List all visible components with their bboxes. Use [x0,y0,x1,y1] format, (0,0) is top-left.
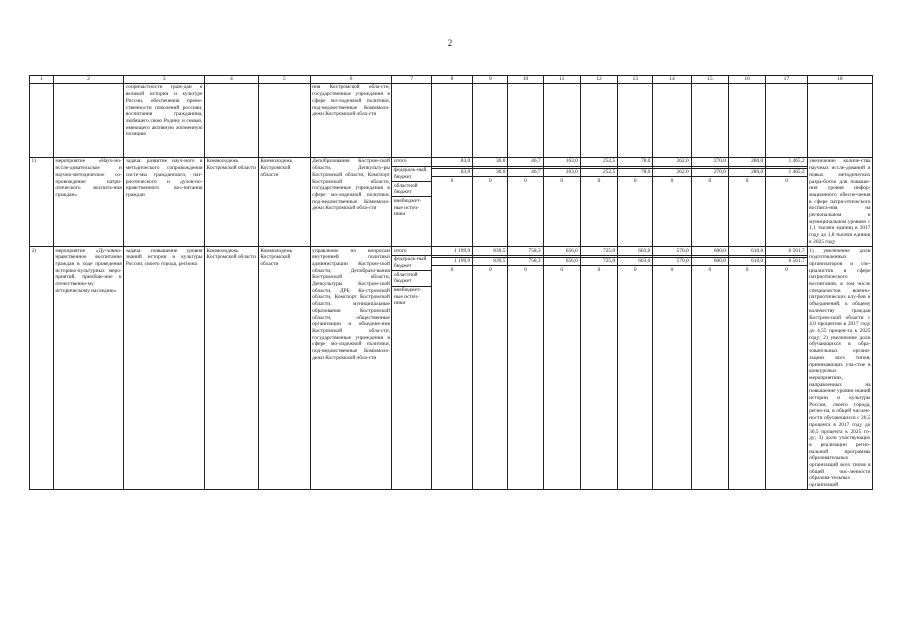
column-header-11: 11 [543,76,580,84]
funding-value: 163,0 [544,158,580,167]
funding-value: 78,0 [618,169,652,178]
column-header-13: 13 [618,76,653,84]
continuation-executors-cell: ния Костромской обла-сти, государственные учреждения в сфере мо-лодежной политики, под-ведомственные Комммоло-дежи Костромской обла-сти [310,83,392,157]
activity-task: задача: развитие науч-ного и методического сопровождения систе-мы гражданского, пат-риотического и духов-но-нравственного вос-питания граждан [124,157,205,246]
funding-value: 1 199,9 [432,247,472,256]
funding-year-column [653,247,691,490]
program-activities-table [29,75,873,490]
funding-value: 83,0 [432,169,472,178]
funding-value: 758,3 [508,258,542,267]
activity-task: задача: повышение уровня знаний истории и культуры России, своего города, региона [124,247,205,490]
funding-value: 6 561,7 [766,258,806,267]
funding-value: 0 [745,266,749,273]
coordinator: Коммолодежь Костромской области [258,247,310,490]
funding-year-column [691,157,728,246]
column-header-6: 6 [310,76,392,84]
funding-year-column [618,247,653,490]
funding-value: 610,0 [729,247,765,256]
funding-value: 0 [524,177,527,184]
expected-result: 1) увеличение доли подготовленных организаторов и спе-циалистов в сфере патриотического воспитания, в том числе специалистов военно-патриотических клу-бов и объединений, к общему количеству граждан Костром-ской области с 4,0 процентов в 2017 году до 4,55 процен-та к 2025 году; 2) увеличение доли обучающихся в обра-зовательных органи-зациях всех типов, принимающих уча-стие в конкурсных мероприятиях, направленных на повышение уровня знаний истории и культуры России, своего города, регио-на, в общей числен-ности обучающихся с 26,5 процента в 2017 году до 30,5 процента к 2025 го-ду; 3) доли участвующих в реализации регио-нальной программы образовательных организаций всех типов в общей чис-ленности образова-тельных организаций [809,247,871,489]
activity-name: мероприятие «Ду-ховно-нравственное воспитание граждан в ходе проведения историко-культурных меро-приятий, приобще-ние к отечественно-му историческому наследию» [53,247,123,490]
participants: управление по вопросам внутренней политики администрации Костром-ской области, Депобразо-вания Костромской области, Депкультуры Костром-ской области, ДРБ Ко-стромской области, Комспорт Костромской области, муниципальные образования Костромской области, общественные организации и объедине-ния Костромской обла-сти, государственные учреждения в сфере мо-лодежной политики, под-ведомственные Комммоло-дежи Костромской обла-сти [310,247,392,490]
funding-value: 0 [785,266,788,273]
funding-value: 0 [450,266,454,273]
funding-source-label: внебюджет-ные источ-ники [393,287,422,307]
responsible-executor: Коммолодежь Костромской области [205,157,259,246]
funding-source-label: федераль-ный бюджет [392,256,430,271]
funding-value: 610,0 [729,258,765,267]
funding-value: 725,0 [581,247,617,256]
activity-number: 1) [30,157,54,246]
funding-year-column [728,247,765,490]
column-header-17: 17 [766,76,807,84]
funding-value: 262,0 [653,158,690,167]
funding-value: 0 [633,266,637,273]
funding-value: 570,0 [653,247,690,256]
funding-value: 280,0 [729,158,765,167]
funding-value: 758,3 [508,247,542,256]
funding-value: 839,5 [473,247,507,256]
funding-value: 656,0 [544,258,580,267]
funding-year-column [580,157,617,246]
funding-value: 0 [785,177,788,184]
funding-value: 30,0 [473,158,507,167]
page-number: 2 [447,38,453,48]
funding-value: 46,7 [508,169,542,178]
column-header-3: 3 [124,76,205,84]
column-header-9: 9 [473,76,508,84]
column-header-16: 16 [728,76,765,84]
funding-sources [392,157,431,246]
funding-value: 0 [708,266,712,273]
participants: Депобразования Костром-ской области, Депкульту-ры Костромской области, Комспорт Костромской области, государственные учреждения в сфере мо-лодежной политики, под-ведомственные Комммоло-дежи Костромской обла-сти [310,157,392,246]
funding-year-column [508,157,543,246]
funding-year-column [431,157,472,246]
funding-year-column [543,157,580,246]
funding-value: 0 [488,266,492,273]
funding-value: 725,0 [581,258,617,267]
funding-value: 600,0 [692,258,728,267]
funding-year-column [766,247,807,490]
funding-value: 0 [597,177,601,184]
funding-year-column [653,157,691,246]
program-activity-row [30,247,873,490]
funding-value: 1 465,2 [766,158,806,167]
funding-value: 83,0 [432,158,472,167]
column-header-2: 2 [53,76,123,84]
column-header-12: 12 [580,76,617,84]
funding-year-column [431,247,472,490]
funding-value: 6 561,7 [766,247,806,256]
expected-result: увеличение количе-ства научных иссле-дований и новых методических разра-боток для повыше-ния уровня инфор-мационного обеспе-чения в сфере патри-отического воспита-ния на региональном и муниципальном уровнях с 1,1 тысячи единиц в 2017 году до 1,8 тысячи единиц к 2025 году [809,158,871,245]
funding-value: 252,5 [581,158,617,167]
funding-value: 0 [670,266,674,273]
funding-value: 600,0 [692,247,728,256]
funding-value: 78,0 [618,158,652,167]
funding-value: 0 [633,177,637,184]
funding-year-column [618,157,653,246]
funding-sources [392,247,431,490]
funding-source-label: итого [392,247,430,256]
funding-value: 839,5 [473,258,507,267]
funding-year-column [473,247,508,490]
column-header-1: 1 [30,76,54,84]
funding-source-label: областной бюджет [392,182,430,197]
funding-year-column [728,157,765,246]
activity-number: 2) [30,247,54,490]
funding-value: 570,0 [653,258,690,267]
funding-value: 280,0 [729,169,765,178]
funding-value: 0 [745,177,749,184]
funding-source-label: внебюджет-ные источ-ники [393,197,422,218]
funding-value: 603,0 [618,247,652,256]
funding-value: 270,0 [692,169,728,178]
funding-value: 656,0 [544,247,580,256]
column-header-10: 10 [508,76,543,84]
funding-value: 1 465,2 [766,169,806,178]
funding-value: 163,0 [544,169,580,178]
funding-year-column [543,247,580,490]
column-header-4: 4 [205,76,259,84]
funding-value: 0 [597,266,601,273]
funding-year-column [473,157,508,246]
funding-value: 0 [488,177,492,184]
continuation-row [30,83,873,157]
funding-source-label: областной бюджет [392,271,430,286]
funding-value: 0 [670,177,674,184]
funding-value: 0 [708,177,712,184]
funding-value: 0 [524,266,527,273]
funding-value: 262,0 [653,169,690,178]
funding-value: 30,0 [473,169,507,178]
column-header-18: 18 [807,76,872,84]
funding-value: 252,5 [581,169,617,178]
continuation-task-cell: сопричастности граж-дан к великой истории и культуре России, обеспечения преем-ственности поколений россиян, воспитания гражданина, любящего свою Родину и семью, имеющего активную жизненную позицию [124,83,205,157]
column-header-7: 7 [392,76,431,84]
column-header-8: 8 [431,76,472,84]
funding-year-column [691,247,728,490]
column-header-14: 14 [653,76,691,84]
funding-value: 603,0 [618,258,652,267]
funding-value: 0 [560,177,564,184]
funding-source-label: федераль-ный бюджет [392,167,430,182]
responsible-executor: Коммолодежь Костромской области [205,247,259,490]
funding-year-column [766,157,807,246]
program-activity-row [30,157,873,246]
funding-value: 46,7 [508,158,542,167]
funding-value: 1 199,9 [432,258,472,267]
coordinator: Коммолодежь Костромской области [258,157,310,246]
funding-value: 270,0 [692,158,728,167]
activity-name: мероприятие «Науч-но-иссле-довательское и научно-методическое со-провождение патри-отического воспита-ния граждан» [53,157,123,246]
funding-year-column [580,247,617,490]
column-number-header-row [30,76,873,84]
column-header-15: 15 [691,76,728,84]
funding-value: 0 [450,177,454,184]
funding-value: 0 [560,266,564,273]
funding-source-label: итого [392,158,430,167]
column-header-5: 5 [258,76,310,84]
funding-year-column [508,247,543,490]
